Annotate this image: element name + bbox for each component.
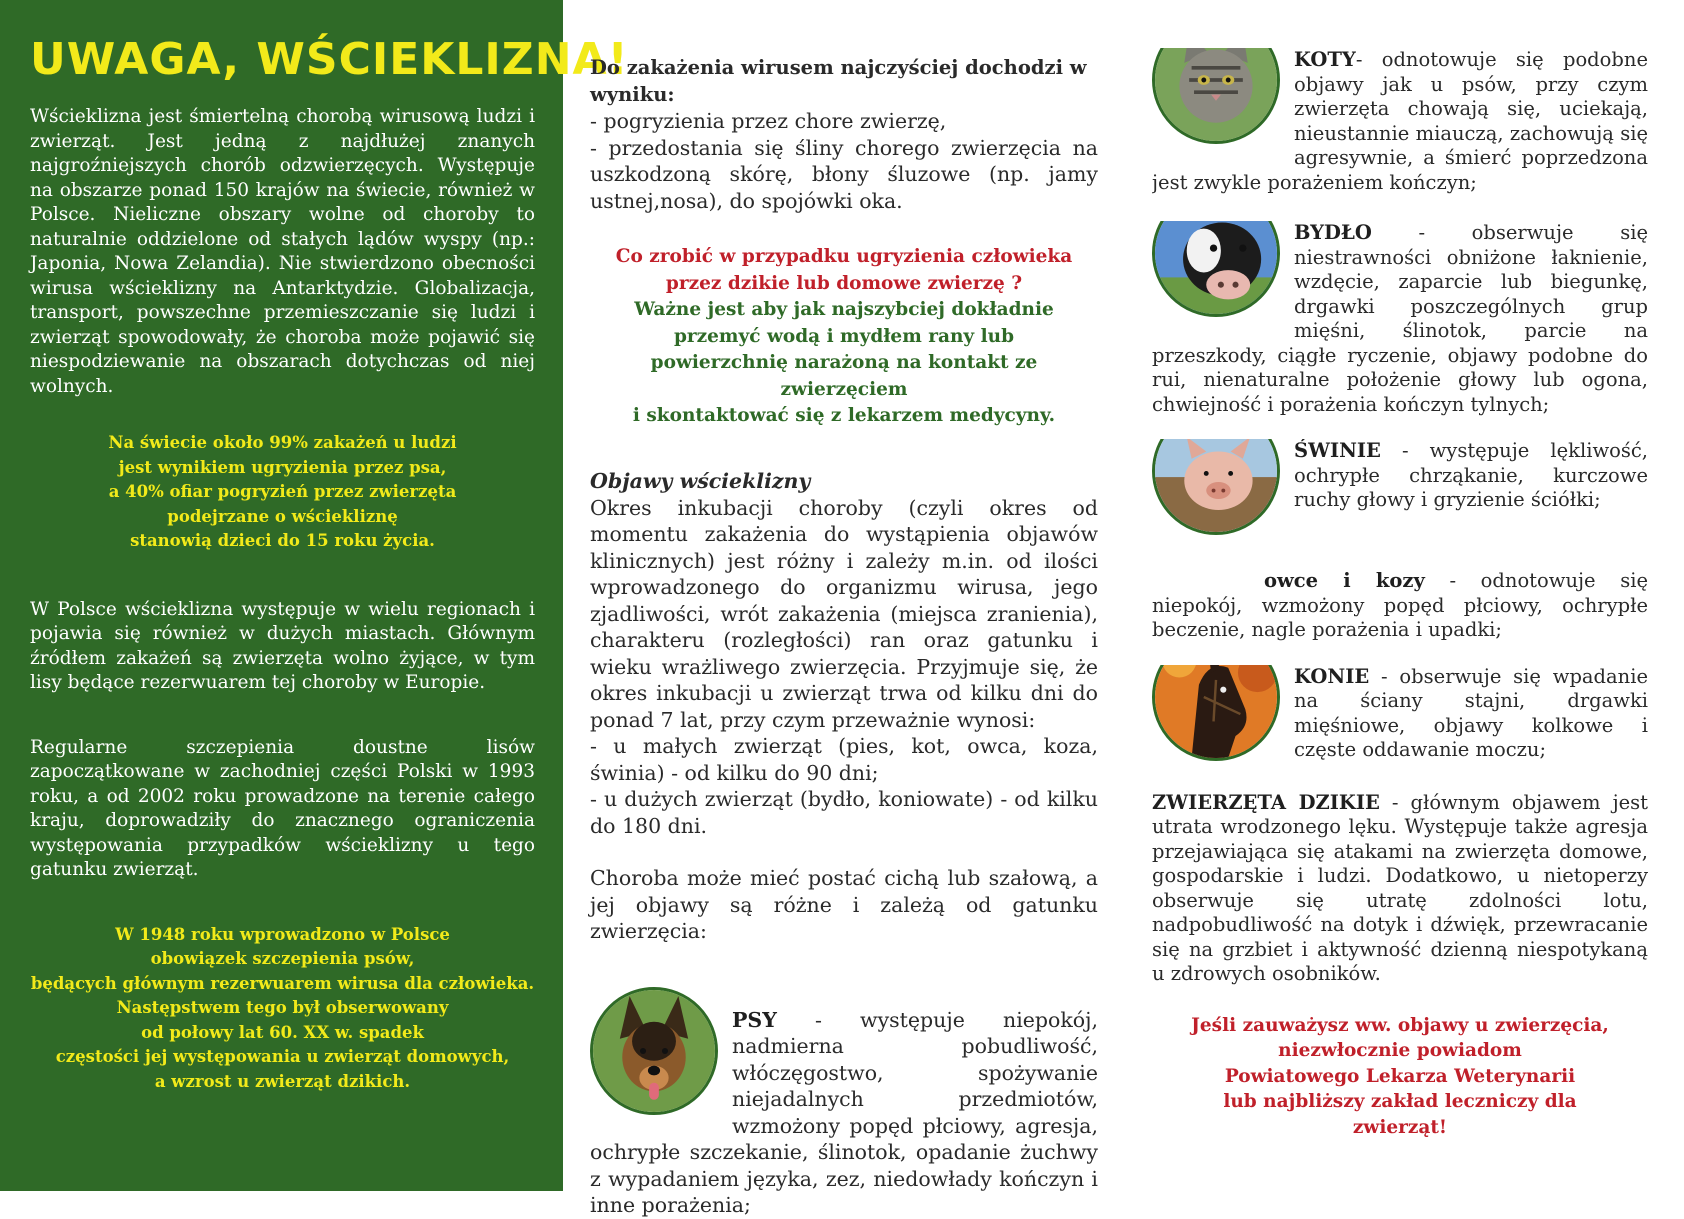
sheep-goats-section — [1152, 569, 1648, 643]
wild-animals-section — [1152, 791, 1648, 987]
middle-column — [590, 0, 1098, 1217]
cat-photo — [1152, 48, 1280, 144]
pig-label: ŚWINIE — [1294, 439, 1381, 462]
cat-section — [1152, 48, 1648, 195]
forms-paragraph: Choroba może mieć postać cichą lub szałową, a jej objawy są różne i zależą od gatunku zwierzęcia: — [590, 866, 1098, 943]
page-title: UWAGA, WŚCIEKLIZNA! — [30, 34, 629, 85]
vaccination-paragraph: Regularne szczepienia doustne lisów zapoczątkowane w zachodniej części Polski w 1993 roku, a od 2002 roku prowadzone na terenie całego kraju, doprowadziły do znacznego ograniczenia występowania przypadków wścieklizny u tego gatunku zwierząt. — [30, 736, 535, 880]
pig-photo — [1152, 439, 1280, 535]
horse-photo — [1152, 665, 1280, 761]
transmission-list — [590, 108, 1098, 214]
dog-label: PSY — [732, 1007, 777, 1032]
pig-section — [1152, 439, 1648, 539]
pig-description: - występuje lękliwość, ochrypłe chrząkanie, kurczowe ruchy głowy i gryzienie ściółki; — [1294, 439, 1648, 511]
cat-description: - odnotowuje się podobne objawy jak u psów, przy czym zwierzęta chowają się, uciekają, nieustannie miauczą, zachowują się agresywnie, a śmierć poprzedzona jest zwykle porażeniem kończyn; — [1152, 48, 1648, 194]
list-item: - pogryzienia przez chore zwierzę, — [590, 109, 947, 133]
bite-advice: Co zrobić w przypadku ugryzienia człowieka przez dzikie lub domowe zwierzę ? Ważne jest aby jak najszybciej dokładnie przemyć wodą i mydłem rany lub powierzchnię narażoną na kontakt ze zwierzęciem i skontaktować się z lekarzem medycyny. — [615, 246, 1073, 426]
sheep-goats-label: owce i kozy — [1264, 569, 1425, 592]
horse-section — [1152, 665, 1648, 765]
cattle-section — [1152, 221, 1648, 417]
cattle-photo — [1152, 221, 1280, 317]
dog-section — [590, 1007, 1098, 1219]
history-highlight: W 1948 roku wprowadzono w Polsce obowiązek szczepienia psów, będących głównym rezerwuarem wirusa dla człowieka. Następstwem tego był obserwowany od połowy lat 60. XX w. spadek częstości jej występowania u zwierząt domowych, a wzrost u zwierząt dzikich. — [30, 924, 535, 1091]
list-item: - przedostania się śliny chorego zwierzęcia na uszkodzoną skórę, błony śluzowe (np. jamy ustnej,nosa), do spojówki oka. — [590, 135, 1098, 213]
symptoms-paragraph: Okres inkubacji choroby (czyli okres od momentu zakażenia do wystąpienia objawów klinicznych) jest różny i zależy m.in. od ilości wprowadzonego do organizmu wirusa, jego zjadliwości, wrót zakażenia (miejsca zranienia), charakteru (rozległości) ran oraz gatunku i wieku wrażliwego zwierzęcia. Przyjmuje się, że okres inkubacji u zwierząt trwa od kilku dni do ponad 7 lat, przy czym przeważnie wynosi: — [590, 495, 1098, 732]
intro-paragraph: Wścieklizna jest śmiertelną chorobą wirusową ludzi i zwierząt. Jest jedną z najdłużej znanych najgroźniejszych chorób odzwierzęcych. Występuje na obszarze ponad 150 krajów na świecie, również w Polsce. Nieliczne obszary wolne od choroby to naturalnie oddzielone od stałych lądów wyspy (np.: Japonia, Nowa Zelandia). Nie stwierdzono obecności wirusa wścieklizny na Antarktydzie. Globalizacja, transport, powszechne przemieszczanie się ludzi i zwierząt spowodowały, że choroba może pojawić się niespodziewanie na obszarach dotychczas od niej wolnych. — [30, 106, 535, 397]
cattle-description: - obserwuje się niestrawności obniżone łaknienie, wzdęcie, zaparcie lub biegunkę, drgawki poszczególnych grup mięśni, ślinotok, parcie na przeszkody, ciągłe ryczenie, objawy podobne do rui, nienaturalne położenie głowy lub ogona, chwiejność i porażenia kończyn tylnych; — [1152, 221, 1648, 416]
list-item: - u dużych zwierząt (bydło, koniowate) - od kilku do 180 dni. — [590, 787, 1098, 838]
closing-notice: Jeśli zauważysz ww. objawy u zwierzęcia, niezwłocznie powiadom Powiatowego Lekarza Weterynarii lub najbliższy zakład leczniczy dla zwierząt! — [1191, 1014, 1609, 1138]
wild-animals-description: - głównym objawem jest utrata wrodzonego lęku. Występuje także agresja przejawiająca się atakami na zwierzęta domowe, gospodarskie i ludzi. Dodatkowo, u nietoperzy obserwuje się utratę zdolności lotu, nadpobudliwość na dotyk i dźwięk, przewracanie się na grzbiet i aktywność dzienną niespotykaną u zdrowych osobników. — [1152, 790, 1648, 985]
dog-photo — [590, 987, 718, 1115]
left-green-panel — [0, 0, 629, 1191]
symptoms-heading: Objawy wścieklizny — [590, 468, 811, 493]
cattle-label: BYDŁO — [1294, 221, 1372, 244]
statistics-highlight: Na świecie około 99% zakażeń u ludzi jest wynikiem ugryzienia przez psa, a 40% ofiar pogryzień przez zwierzęta podejrzane o wściekliznę stanowią dzieci do 15 roku życia. — [108, 433, 457, 550]
wild-animals-label: ZWIERZĘTA DZIKIE — [1152, 790, 1380, 814]
poland-paragraph: W Polsce wścieklizna występuje w wielu regionach i pojawia się również w dużych miastach. Głównym źródłem zakażeń są zwierzęta wolno żyjące, w tym lisy będące rezerwuarem tej choroby w Europie. — [30, 598, 535, 693]
cat-label: KOTY — [1294, 48, 1356, 71]
incubation-list — [590, 733, 1098, 839]
horse-label: KONIE — [1294, 664, 1370, 688]
sheep-goats-description: - odnotowuje się niepokój, wzmożony popęd płciowy, ochrypłe beczenie, nagle porażenia i upadki; — [1152, 569, 1648, 641]
dog-description: - występuje niepokój, nadmierna pobudliwość, włóczęgostwo, spożywanie niejadalnych przedmiotów, wzmożony popęd płciowy, agresja, ochrypłe szczekanie, ślinotok, opadanie żuchwy z wypadaniem języka, zez, niedowłady kończyn i inne porażenia; — [590, 1007, 1098, 1217]
list-item: - u małych zwierząt (pies, kot, owca, koza, świnia) - od kilku do 90 dni; — [590, 734, 1098, 785]
transmission-heading: Do zakażenia wirusem najczyściej dochodzi w wyniku: — [590, 56, 1087, 106]
right-column — [1152, 0, 1648, 1191]
horse-description: - obserwuje się wpadanie na ściany stajni, drgawki mięśniowe, objawy kolkowe i częste oddawanie moczu; — [1294, 664, 1648, 761]
